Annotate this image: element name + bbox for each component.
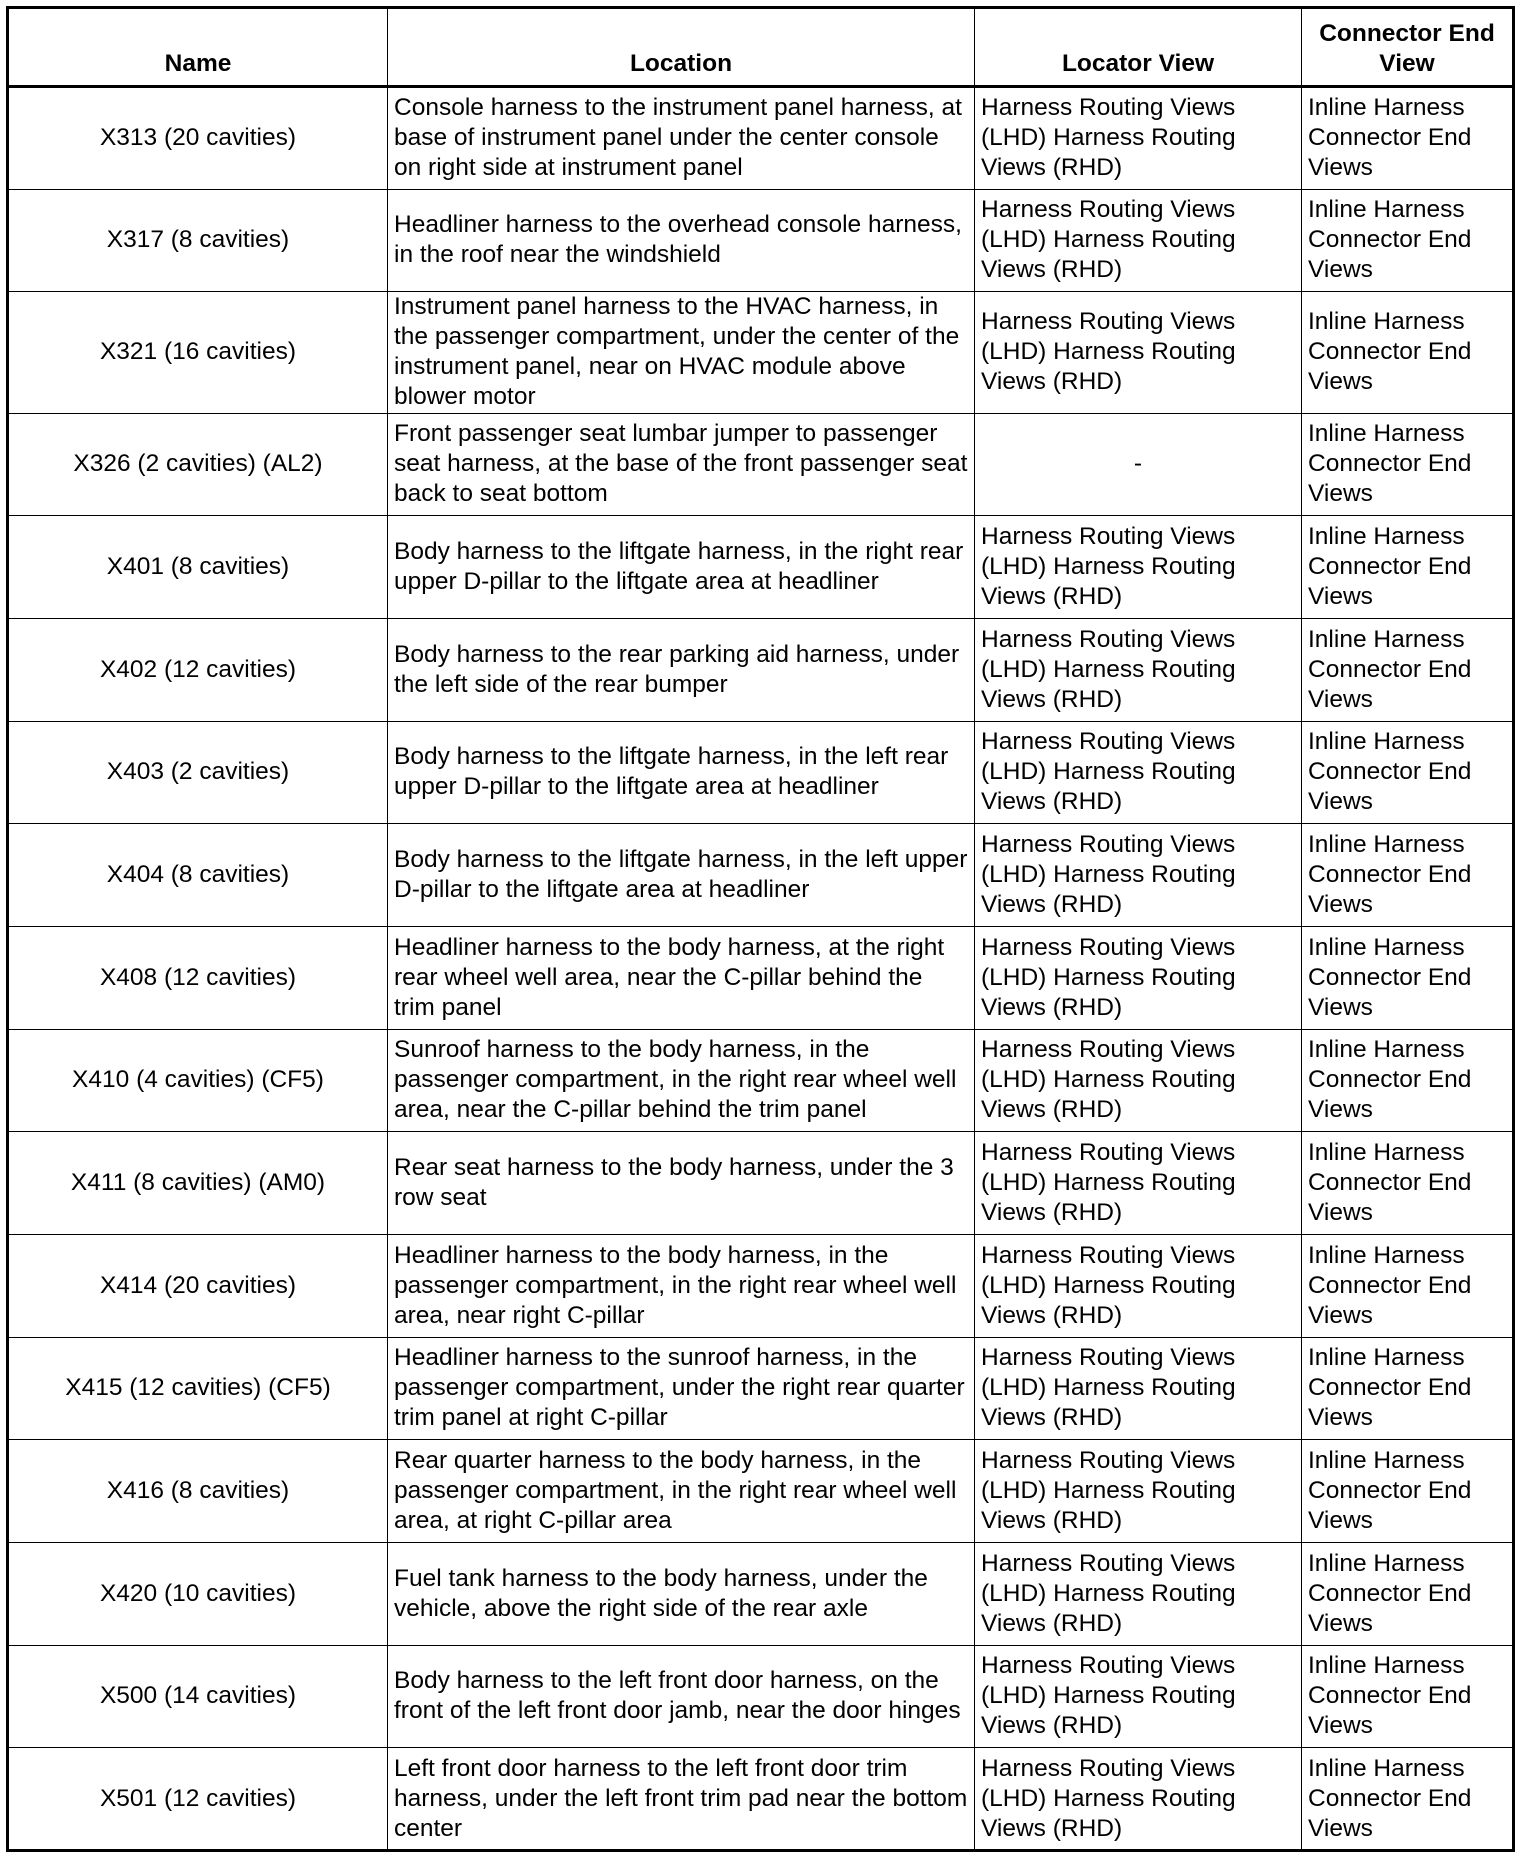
cell-locator-view: Harness Routing Views (LHD) Harness Routing Views (RHD) [975,1542,1302,1645]
cell-name: X500 (14 cavities) [8,1645,388,1748]
cell-locator-view: Harness Routing Views (LHD) Harness Routing Views (RHD) [975,1748,1302,1851]
cell-name: X415 (12 cavities) (CF5) [8,1337,388,1440]
cell-locator-view: Harness Routing Views (LHD) Harness Routing Views (RHD) [975,1337,1302,1440]
cell-connector-end-view: Inline Harness Connector End Views [1302,1645,1514,1748]
cell-locator-view: Harness Routing Views (LHD) Harness Routing Views (RHD) [975,87,1302,190]
cell-location: Headliner harness to the overhead console harness, in the roof near the windshield [388,189,975,292]
header-locator-view: Locator View [975,8,1302,87]
table-row [8,618,1514,721]
cell-locator-view: Harness Routing Views (LHD) Harness Routing Views (RHD) [975,1440,1302,1543]
table-row [8,87,1514,190]
cell-name: X411 (8 cavities) (AM0) [8,1132,388,1235]
header-connector-end-view: Connector End View [1302,8,1514,87]
cell-locator-view: Harness Routing Views (LHD) Harness Routing Views (RHD) [975,1645,1302,1748]
cell-location: Body harness to the rear parking aid harness, under the left side of the rear bumper [388,618,975,721]
cell-connector-end-view: Inline Harness Connector End Views [1302,824,1514,927]
table-row [8,1029,1514,1132]
cell-locator-view: - [975,413,1302,516]
header-location: Location [388,8,975,87]
cell-location: Body harness to the liftgate harness, in the left rear upper D-pillar to the liftgate area at headliner [388,721,975,824]
cell-name: X404 (8 cavities) [8,824,388,927]
cell-location: Body harness to the liftgate harness, in the right rear upper D-pillar to the liftgate area at headliner [388,516,975,619]
cell-connector-end-view: Inline Harness Connector End Views [1302,516,1514,619]
cell-name: X401 (8 cavities) [8,516,388,619]
cell-location: Body harness to the left front door harness, on the front of the left front door jamb, near the door hinges [388,1645,975,1748]
cell-location: Headliner harness to the sunroof harness, in the passenger compartment, under the right rear quarter trim panel at right C-pillar [388,1337,975,1440]
table-row [8,1542,1514,1645]
table-row [8,1440,1514,1543]
cell-name: X501 (12 cavities) [8,1748,388,1851]
cell-location: Left front door harness to the left front door trim harness, under the left front trim pad near the bottom center [388,1748,975,1851]
connector-table [6,6,1515,1852]
cell-locator-view: Harness Routing Views (LHD) Harness Routing Views (RHD) [975,189,1302,292]
cell-location: Sunroof harness to the body harness, in the passenger compartment, in the right rear wheel well area, near the C-pillar behind the trim panel [388,1029,975,1132]
table-body [8,87,1514,1851]
cell-connector-end-view: Inline Harness Connector End Views [1302,1748,1514,1851]
cell-name: X326 (2 cavities) (AL2) [8,413,388,516]
cell-connector-end-view: Inline Harness Connector End Views [1302,1132,1514,1235]
cell-connector-end-view: Inline Harness Connector End Views [1302,1337,1514,1440]
table-row [8,1337,1514,1440]
cell-connector-end-view: Inline Harness Connector End Views [1302,189,1514,292]
cell-location: Console harness to the instrument panel harness, at base of instrument panel under the center console on right side at instrument panel [388,87,975,190]
cell-name: X414 (20 cavities) [8,1234,388,1337]
cell-name: X403 (2 cavities) [8,721,388,824]
table-row [8,189,1514,292]
header-name: Name [8,8,388,87]
cell-location: Instrument panel harness to the HVAC harness, in the passenger compartment, under the center of the instrument panel, near on HVAC module above blower motor [388,292,975,413]
cell-locator-view: Harness Routing Views (LHD) Harness Routing Views (RHD) [975,1029,1302,1132]
cell-locator-view: Harness Routing Views (LHD) Harness Routing Views (RHD) [975,516,1302,619]
connector-table-sheet [6,6,1512,1852]
table-row [8,292,1514,413]
cell-location: Headliner harness to the body harness, at the right rear wheel well area, near the C-pillar behind the trim panel [388,926,975,1029]
cell-connector-end-view: Inline Harness Connector End Views [1302,292,1514,413]
cell-name: X408 (12 cavities) [8,926,388,1029]
cell-locator-view: Harness Routing Views (LHD) Harness Routing Views (RHD) [975,1234,1302,1337]
cell-location: Front passenger seat lumbar jumper to passenger seat harness, at the base of the front passenger seat back to seat bottom [388,413,975,516]
cell-connector-end-view: Inline Harness Connector End Views [1302,721,1514,824]
cell-connector-end-view: Inline Harness Connector End Views [1302,1234,1514,1337]
cell-name: X416 (8 cavities) [8,1440,388,1543]
table-row [8,1132,1514,1235]
cell-locator-view: Harness Routing Views (LHD) Harness Routing Views (RHD) [975,824,1302,927]
cell-location: Headliner harness to the body harness, in the passenger compartment, in the right rear wheel well area, near right C-pillar [388,1234,975,1337]
table-row [8,824,1514,927]
cell-locator-view: Harness Routing Views (LHD) Harness Routing Views (RHD) [975,926,1302,1029]
cell-locator-view: Harness Routing Views (LHD) Harness Routing Views (RHD) [975,1132,1302,1235]
cell-location: Body harness to the liftgate harness, in the left upper D-pillar to the liftgate area at headliner [388,824,975,927]
cell-location: Rear seat harness to the body harness, under the 3 row seat [388,1132,975,1235]
cell-location: Rear quarter harness to the body harness, in the passenger compartment, in the right rear wheel well area, at right C-pillar area [388,1440,975,1543]
cell-connector-end-view: Inline Harness Connector End Views [1302,413,1514,516]
cell-connector-end-view: Inline Harness Connector End Views [1302,87,1514,190]
cell-connector-end-view: Inline Harness Connector End Views [1302,926,1514,1029]
cell-name: X321 (16 cavities) [8,292,388,413]
cell-name: X402 (12 cavities) [8,618,388,721]
cell-name: X313 (20 cavities) [8,87,388,190]
cell-connector-end-view: Inline Harness Connector End Views [1302,1440,1514,1543]
cell-connector-end-view: Inline Harness Connector End Views [1302,618,1514,721]
cell-locator-view: Harness Routing Views (LHD) Harness Routing Views (RHD) [975,721,1302,824]
table-row [8,1234,1514,1337]
table-row [8,926,1514,1029]
cell-locator-view: Harness Routing Views (LHD) Harness Routing Views (RHD) [975,292,1302,413]
cell-name: X420 (10 cavities) [8,1542,388,1645]
table-row [8,516,1514,619]
cell-name: X317 (8 cavities) [8,189,388,292]
cell-locator-view: Harness Routing Views (LHD) Harness Routing Views (RHD) [975,618,1302,721]
table-row [8,1748,1514,1851]
table-row [8,1645,1514,1748]
table-row [8,413,1514,516]
table-row [8,721,1514,824]
cell-connector-end-view: Inline Harness Connector End Views [1302,1542,1514,1645]
cell-location: Fuel tank harness to the body harness, under the vehicle, above the right side of the rear axle [388,1542,975,1645]
cell-name: X410 (4 cavities) (CF5) [8,1029,388,1132]
cell-connector-end-view: Inline Harness Connector End Views [1302,1029,1514,1132]
header-row [8,8,1514,87]
